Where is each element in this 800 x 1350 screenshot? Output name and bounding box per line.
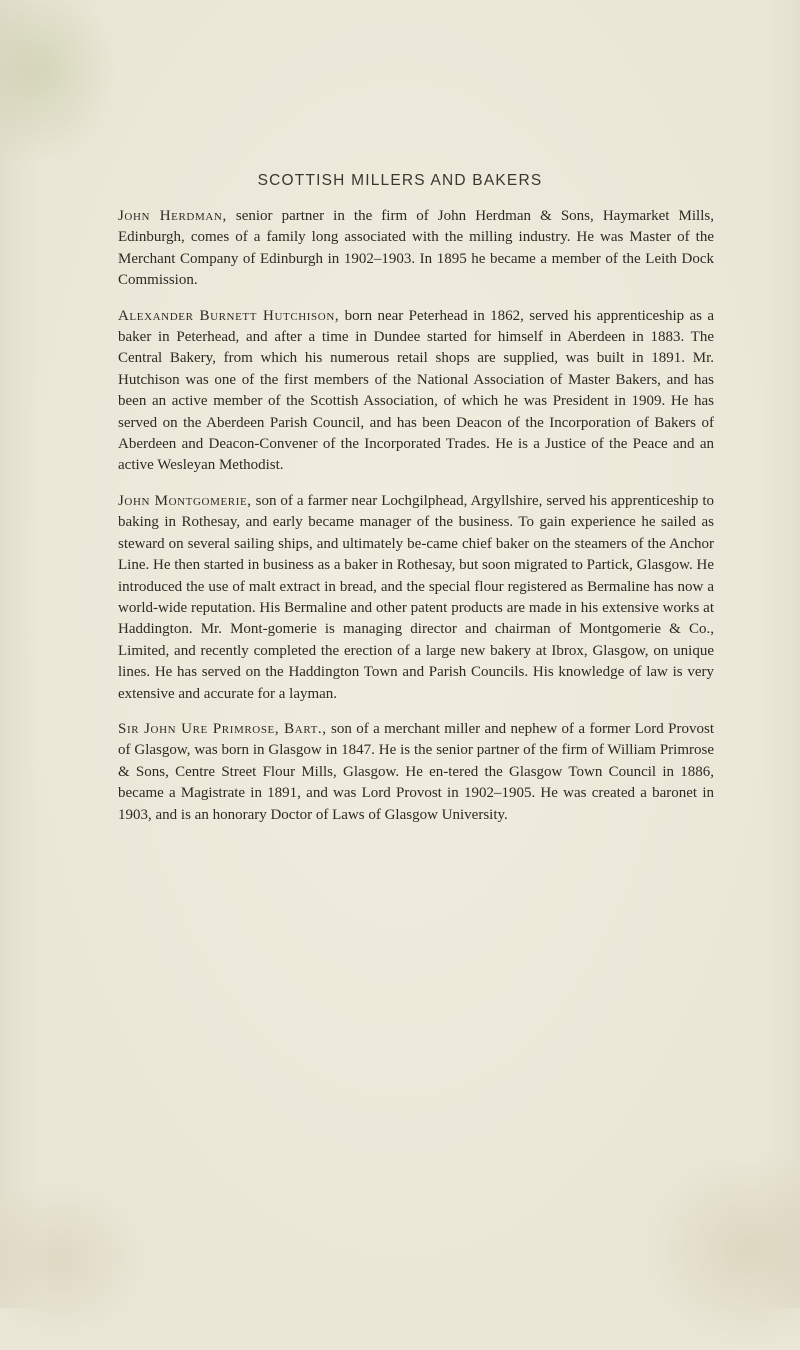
entry-alexander-burnett-hutchison — [118, 306, 714, 477]
entry-text: senior partner in the firm of John Herdman & Sons, Haymarket Mills, Edinburgh, comes of a family long associated with the milling industry. He was Master of the Merchant Company of Edinburgh in 1902–1903. In 1895 he became a member of the Leith Dock Commission. — [118, 208, 714, 289]
entry-text: son of a merchant miller and nephew of a former Lord Provost of Glasgow, was born in Glasgow in 1847. He is the senior partner of the firm of William Primrose & Sons, Centre Street Flour Mills, Glasgow. He en-tered the Glasgow Town Council in 1886, became a Magistrate in 1891, and was Lord Provost in 1902–1905. He was created a baronet in 1903, and is an honorary Doctor of Laws of Glasgow University. — [118, 720, 715, 823]
entry-name: Alexander Burnett Hutchison, — [118, 307, 340, 324]
paper-discoloration — [0, 0, 120, 170]
entry-name: John Montgomerie, — [118, 492, 252, 509]
entry-text: son of a farmer near Lochgilphead, Argyllshire, served his apprenticeship to baking in Rothesay, and early became manager of the business. To gain experience he sailed as steward on several sailing ships, and ultimately be-came chief baker on the steamers of the Anchor Line. He then started in business as a baker in Rothesay, but soon migrated to Partick, Glasgow. He introduced the use of malt extract in bread, and the special flour registered as Bermaline has now a world-wide reputation. His Bermaline and other patent products are made in his extensive works at Haddington. Mr. Mont-gomerie is managing director and chairman of Montgomerie & Co., Limited, and recently completed the erection of a large new bakery at Ibrox, Glasgow, on unique lines. He has served on the Haddington Town and Parish Councils. His knowledge of law is very extensive and accurate for a layman. — [118, 492, 715, 702]
running-head: SCOTTISH MILLERS AND BAKERS — [257, 172, 543, 189]
entry-name: John Herdman, — [118, 208, 227, 224]
entry-sir-john-ure-primrose — [118, 719, 714, 826]
paper-discoloration — [0, 1180, 150, 1340]
paper-discoloration — [640, 1150, 800, 1350]
biography-entries — [118, 206, 714, 840]
entry-john-herdman — [118, 206, 714, 292]
entry-john-montgomerie — [118, 491, 714, 705]
entry-name: Sir John Ure Primrose, Bart., — [118, 720, 327, 737]
entry-text: born near Peterhead in 1862, served his apprenticeship as a baker in Peterhead, and after a time in Dundee started for himself in Aberdeen in 1883. The Central Bakery, from which his numerous retail shops are supplied, was built in 1891. Mr. Hutchison was one of the first members of the National Association of Master Bakers, and has been an active member of the Scottish Association, of which he was President in 1909. He has served on the Aberdeen Parish Council, and has been Deacon of the Incorporation of Bakers of Aberdeen and Deacon-Convener of the Incorporated Trades. He is a Justice of the Peace and an active Wesleyan Methodist. — [118, 307, 714, 474]
